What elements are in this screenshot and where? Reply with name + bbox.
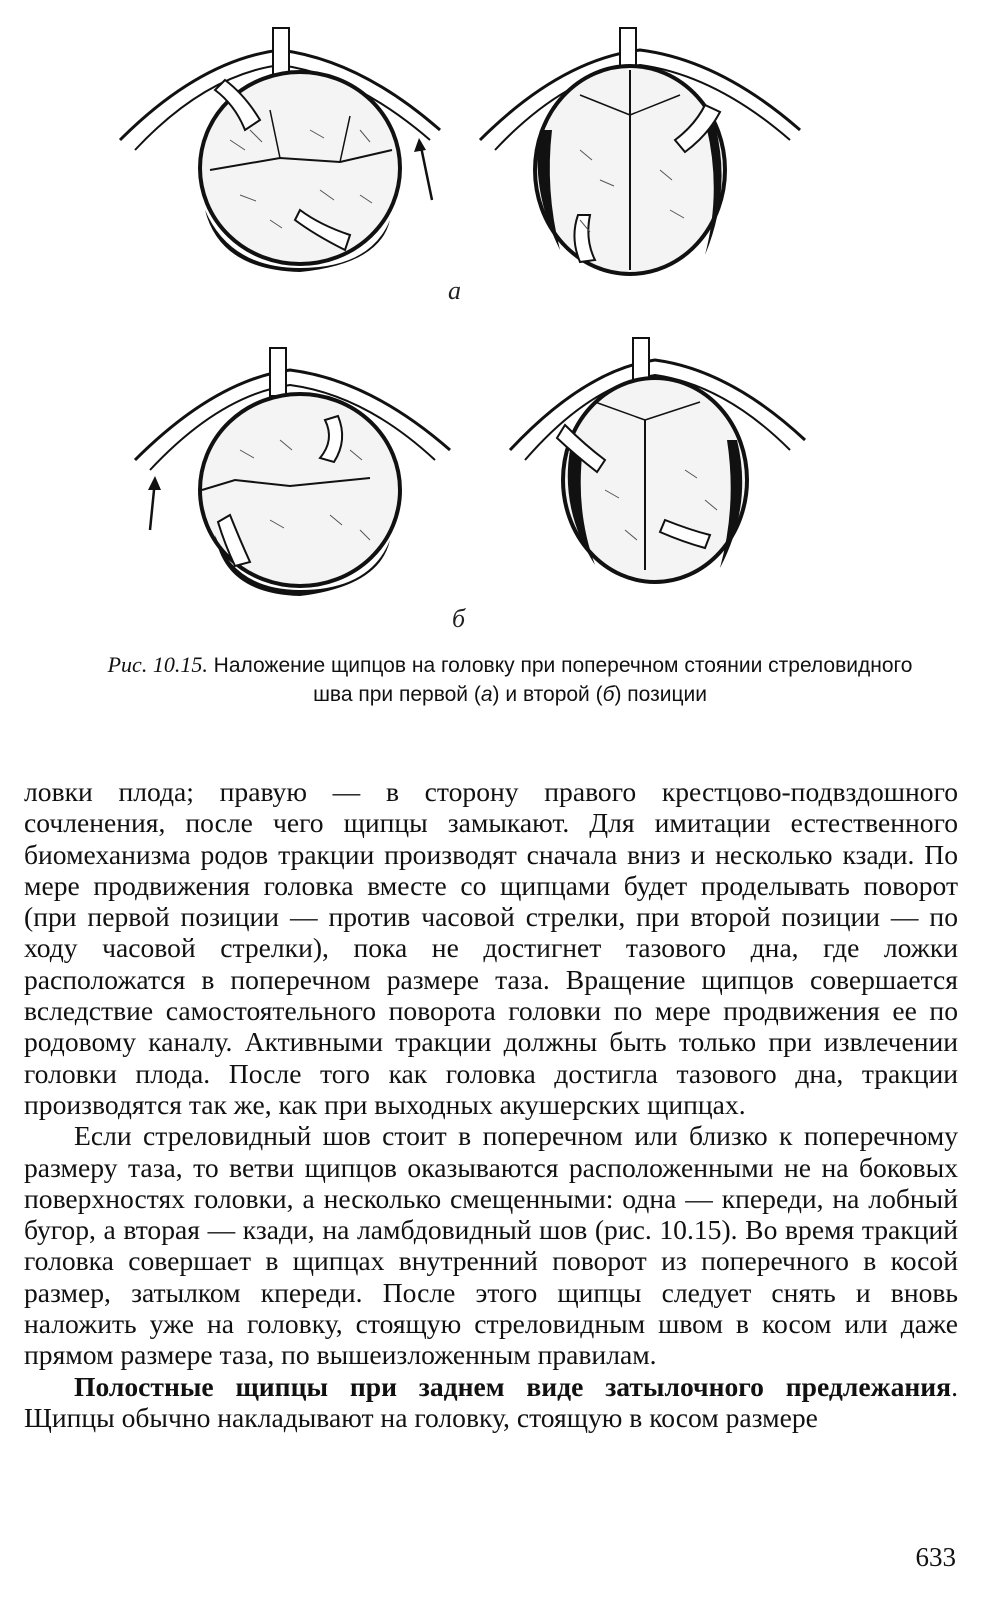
fetal-head-illustration-b-left — [130, 340, 460, 600]
page-number: 633 — [915, 1542, 956, 1572]
paragraph-3-heading: Полостные щипцы при заднем виде затылочного предлежания — [74, 1370, 952, 1402]
paragraph-3-text: . Щипцы обычно накладывают на головку, стоящую в косом размере — [24, 1370, 958, 1433]
fetal-head-illustration-a-left — [110, 20, 450, 280]
paragraph-1: ловки плода; правую — в сторону правого крестцово-подвздошного сочленения, после чего щипцы замыкают. Для имитации естественного биомеханизма родов тракции производят сначала вниз и несколько кзади. По мере продвижения головка вместе со щипцами будет проделывать поворот (при первой позиции — против часовой стрелки, при второй позиции — по ходу часовой стрелки), пока не достигнет тазового дна, где ложки расположатся в поперечном размере таза. Вращение щипцов совершается вследствие самостоятельного поворота головки по мере продвижения ее по родовому каналу. Активными тракции должны быть только при извлечении головки плода. После того как головка достигла тазового дна, тракции производятся так же, как при выходных акушерских щипцах. — [24, 776, 958, 1120]
figure-label-b: б — [452, 604, 466, 633]
fetal-head-illustration-b-right — [505, 330, 815, 590]
caption-line-2-part: шва при первой ( — [313, 683, 481, 706]
fetal-head-illustration-a-right — [470, 20, 810, 280]
caption-figure-number: Рис. 10.15. — [107, 652, 208, 677]
figure-caption — [60, 650, 960, 709]
body-text — [24, 776, 958, 1433]
paragraph-3 — [24, 1371, 958, 1434]
caption-line-2-part: ) и второй ( — [492, 683, 603, 706]
paragraph-2: Если стреловидный шов стоит в поперечном или близко к поперечному размеру таза, то ветви щипцов оказываются расположенными не на боковых поверхностях головки, а несколько смещенными: одна — кпереди, на лобный бугор, а вторая — кзади, на ламбдовидный шов (рис. 10.15). Во время тракций головка совершает в щипцах внутренний поворот из поперечного в косой размер, затылком кпереди. После этого щипцы следует снять и вновь наложить уже на головку, стоящую стреловидным швом в косом или даже прямом размере таза, по вышеизложенным правилам. — [24, 1120, 958, 1371]
caption-line-2 — [60, 680, 960, 709]
caption-line-2-b: б — [602, 683, 615, 706]
figure-10-15 — [0, 0, 1002, 640]
caption-line-1 — [60, 650, 960, 680]
caption-text-line-1: Наложение щипцов на головку при поперечном стоянии стреловидного — [213, 654, 913, 677]
caption-line-2-a: а — [480, 683, 493, 706]
caption-line-2-part: ) позиции — [614, 683, 707, 706]
figure-label-a: а — [448, 276, 461, 305]
